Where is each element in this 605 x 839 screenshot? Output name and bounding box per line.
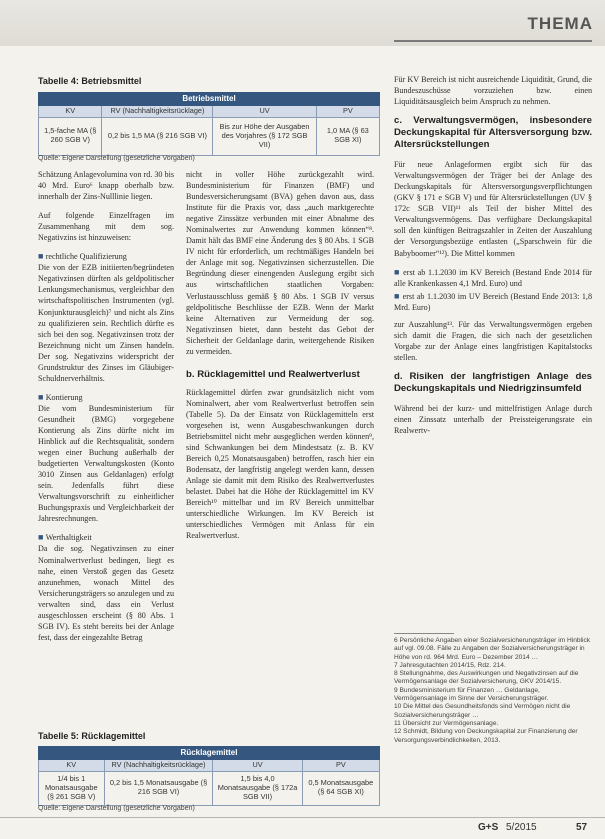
table4-cell-rv: 0,2 bis 1,5 MA (§ 216 SGB VI) [102,117,213,155]
col1-bullet-2-text: Die vom Bundesministerium für Gesundheit (BMG) vorgegebene Kontierung als Zins dürfte nicht im Hinblick auf die Rechtsqualität, sondern wegen einer Buchung außerhalb der budgetierten Verwaltungskosten (Konto 3010 Zinsen aus Geldanlagen) erfolgt sein. Jedenfalls führt diese Verwaltungsvorschrift zu einheitlicher Buchungspraxis und Vergleichbarkeit der Jahresrechnungen. [38,403,174,524]
table4-col-rv: RV (Nachhaltigkeitsrücklage) [102,105,213,117]
col1-paragraph-2: Auf folgende Einzelfragen im Zusammenhang mit dem sog. Negativzins ist hinzuweisen: [38,211,174,243]
col3-bullet-2: erst ab 1.1.2030 im UV Bereich (Bestand Ende 2013: 1,8 Mrd. Euro) [394,291,592,312]
bullet-square-icon: ■ [38,532,46,543]
bullet-square-icon: ■ [394,290,403,301]
section-label: THEMA [527,14,593,33]
footnote-11: 11 Übersicht zur Vermögensanlage. [394,719,499,727]
journal-issue: 5/2015 [506,822,537,833]
table4-col-uv: UV [213,105,316,117]
table5-col-kv: KV [39,759,105,771]
table4 [38,92,380,156]
bullet-square-icon: ■ [38,391,46,402]
table5-col-pv: PV [302,759,379,771]
footnote-12: 12 Schmidt, Bildung von Deckungskapital zur Finanzierung der Versorgungsverbindlichkeiten, 2013. [394,728,578,744]
col1-bullet-3-text: Da die sog. Negativzinsen zu einer Nominalwertverlust bedingen, liegt es nahe, einen Verstoß gegen das Gesetz anzunehmen, wonach Mittel des Versicherungsträgers so anzulegen und zu verwalten sind, dass ein Verlust ausgeschlossen erscheint (§ 80 Abs. 1 SGB IV). Es steht bereits bei der Anlage fest, dass der eingezahlte Betrag [38,544,174,642]
table5-cell-rv: 0,2 bis 1,5 Monatsausgabe (§ 216 SGB VI) [104,771,213,805]
table4-cell-uv: Bis zur Höhe der Ausgaben des Vorjahres (§ 172 SGB VII) [213,117,316,155]
table5 [38,746,380,806]
bullet-square-icon: ■ [38,251,46,262]
table5-col-uv: UV [213,759,302,771]
table5-cell-pv: 0,5 Monatsausgabe (§ 64 SGB XI) [302,771,379,805]
footnote-7: 7 Jahresgutachten 2014/15, Rdz. 214. [394,661,506,669]
column-3 [394,74,592,444]
col3-paragraph-2: Für neue Anlageformen ergibt sich für das Verwaltungsvermögen der Träger bei der Anlage des Deckungskapitals für Altersversorgungsverpflichtungen (GKV § 171 e SGB V) und für Altersrückstellungen (UV § 172c SGB VII)¹¹ als Teil der bisher Mittel des Verwaltungsvermögens. Das verfügbare Deckungskapital soll den künftigen Beitragszahler in Zeiten der Auszahlung der Versorgungsbezüge entlasten („Sparschwein für die Babyboomer“¹²). Die Mittel kommen [394,160,592,258]
table4-cell-pv: 1,0 MA (§ 63 SGB XI) [316,117,379,155]
table5-cell-kv: 1/4 bis 1 Monatsausgabe (§ 261 SGB V) [39,771,105,805]
bullet-square-icon: ■ [394,266,404,277]
footnote-rule [394,633,454,634]
col1-paragraph-1: Schätzung Anlagevolumina von rd. 30 bis 40 Mrd. Euro⁶ knapp oberhalb bzw. innerhalb der Zins-Nulllinie liegen. [38,170,174,202]
col1-bullet-3-title: Werthaltigkeit [45,533,92,543]
table4-source: Quelle: Eigene Darstellung (gesetzliche Vorgaben) [38,155,195,162]
table4-title: Tabelle 4: Betriebsmittel [38,76,142,86]
table4-col-pv: PV [316,105,379,117]
heading-c: c. Verwaltungsvermögen, insbesondere Deckungskapital für Altersversorgung bzw. Altersrückstellungen [394,115,592,151]
col2-paragraph-2: Rücklagemittel dürfen zwar grundsätzlich nicht vom Nominalwert, aber vom Realwertverlust betroffen sein (Tabelle 5). Da der Einsatz von Rücklagemitteln erst vorgesehen ist, wenn Ausgabeschwankungen durch Betriebsmittel nicht mehr ausgeglichen werden können⁹, sind Schwankungen bei dem Mindestsatz (z. B. KV Bereich 0,25 Monatsausgaben) betroffen, rasch hier ein Bodensatz, der langfristig angelegt werden kann, dessen Anlage sie damit mit dem Risiko des Realwertverlustes belastet. Dabei hat die Höhe der Rücklagemittel im KV Bereich¹⁰ mittelbar und im RV Bereich unmittelbar unterschiedliche Wirkungen. Im KV Bereich ist unterschiedliches Vermögen mit Anlass für ein Realwertverlust. [186,387,374,541]
heading-b: b. Rücklagemittel und Realwertverlust [186,368,360,380]
table5-cell-uv: 1,5 bis 4,0 Monatsausgabe (§ 172a SGB VII) [213,771,302,805]
section-rule [394,40,592,42]
table5-col-rv: RV (Nachhaltigkeitsrücklage) [104,759,213,771]
col3-paragraph-1: Für KV Bereich ist nicht ausreichende Liquidität, Grund, die Bundeszuschüsse vorzuziehen bzw. einen Liquiditätsausgleich beim Anspruch zu nehmen. [394,75,592,107]
footnote-8: 8 Stellungnahme, des Auswirkungen und Negativzinsen auf die Vermögensanlage der Sozialversicherung, GKV 2014/15. [394,670,579,686]
journal-name: G+S [478,822,499,833]
footnote-10: 10 Die Mittel des Gesundheitsfonds sind Vermögen nicht die Sozialversicherungsträger … [394,703,571,719]
table4-col-kv: KV [39,105,102,117]
col1-bullet-2-title: Kontierung [45,392,83,402]
col3-bullet-1: erst ab 1.1.2030 im KV Bereich (Bestand Ende 2014 für alle Krankenkassen 4,1 Mrd. Euro) und [394,267,592,288]
col3-paragraph-3: zur Auszahlung¹³. Für das Verwaltungsvermögen ergeben sich damit die Fragen, die sich nach der gesetzlichen Vorgabe zur der Anlage eines langfristigen Kapitalstocks stellen. [394,319,592,362]
page-number: 57 [576,822,588,833]
column-2 [186,169,374,549]
footnotes [394,633,592,745]
footer-rule [0,817,605,818]
footnote-9: 9 Bundesministerium für Finanzen … Geldanlage, Vermögensanlage im Sinne der Versicherungsträger. [394,686,549,703]
col1-bullet-1-text: Die von der EZB initiierten/begründeten Negativzinsen dürften als geldpolitischer Lenkungsmechanismus, vergleichbar den wirtschaftspolitischen Instrumenten (vgl. Konjunkturausgleich)⁷ und nicht als Zins zu qualifizieren sein. Rechtlich dürfte es sich bei den sog. Negativzinsen trotz der Bezeichnung nicht um Zinsen handeln. Der sog. Negativzins widerspricht der Grundstruktur des Zinses im Gläubiger-Schuldnerverhältnis. [38,263,174,383]
footnote-6: 6 Persönliche Angaben einer Sozialversicherungsträger im Hinblick auf vgl. 09.08. Fälle zu Angaben der Sozialversicherungsträger in Höhe von rd. 964 Mrd. Euro – Dezember 2014 … [394,637,591,661]
col3-paragraph-4: Während bei der kurz- und mittelfristigen Anlage durch einen Zinssatz unterhalb der Preissteigerungsrate ein Realwertv- [394,403,592,436]
heading-d: d. Risiken der langfristigen Anlage des Deckungskapitals und Niedrigzinsumfeld [394,370,592,394]
table5-source: Quelle: Eigene Darstellung (gesetzliche Vorgaben) [38,805,195,812]
table5-title: Tabelle 5: Rücklagemittel [38,731,146,741]
col1-bullet-1-title: rechtliche Qualifizierung [45,252,127,262]
table4-cell-kv: 1,5-fache MA (§ 260 SGB V) [39,117,102,155]
table4-group-header: Betriebsmittel [39,93,380,106]
col2-paragraph-1: nicht in voller Höhe zurückgezahlt wird. Bundesministerium für Finanzen (BMF) und Bundesversicherungsamt (BVA) gehen davon aus, dass Institute für die Praxis vor, dass „auch marktgerechte negative Zinssätze verbunden mit einer Abnahme des Nominalwertes zur Anwendung kommen können“⁸. Damit hält das BMF eine Änderung des § 80 Abs. 1 SGB IV nicht für erforderlich, um rechtmäßiges Handeln bei der Anlage mit sog. Negativzinsen sicherzustellen. Die Begründung dieser einengenden Auslegung ergibt sich aus wirtschaftlichen staatlichen Vorgaben: Verlustausschluss gemäß § 80 Abs. 1 SGB IV versus geldpolitische Beschlüsse der EZB. Wenn der Markt keine Alternativen zur Vermeidung der sog. Negativzinsen bietet, dann besteht das Gebot der Sicherheit der Geldanlage darin, weitergehende Risiken zu vermeiden. [186,170,374,356]
table5-group-header: Rücklagemittel [39,747,380,760]
column-1 [38,169,174,651]
